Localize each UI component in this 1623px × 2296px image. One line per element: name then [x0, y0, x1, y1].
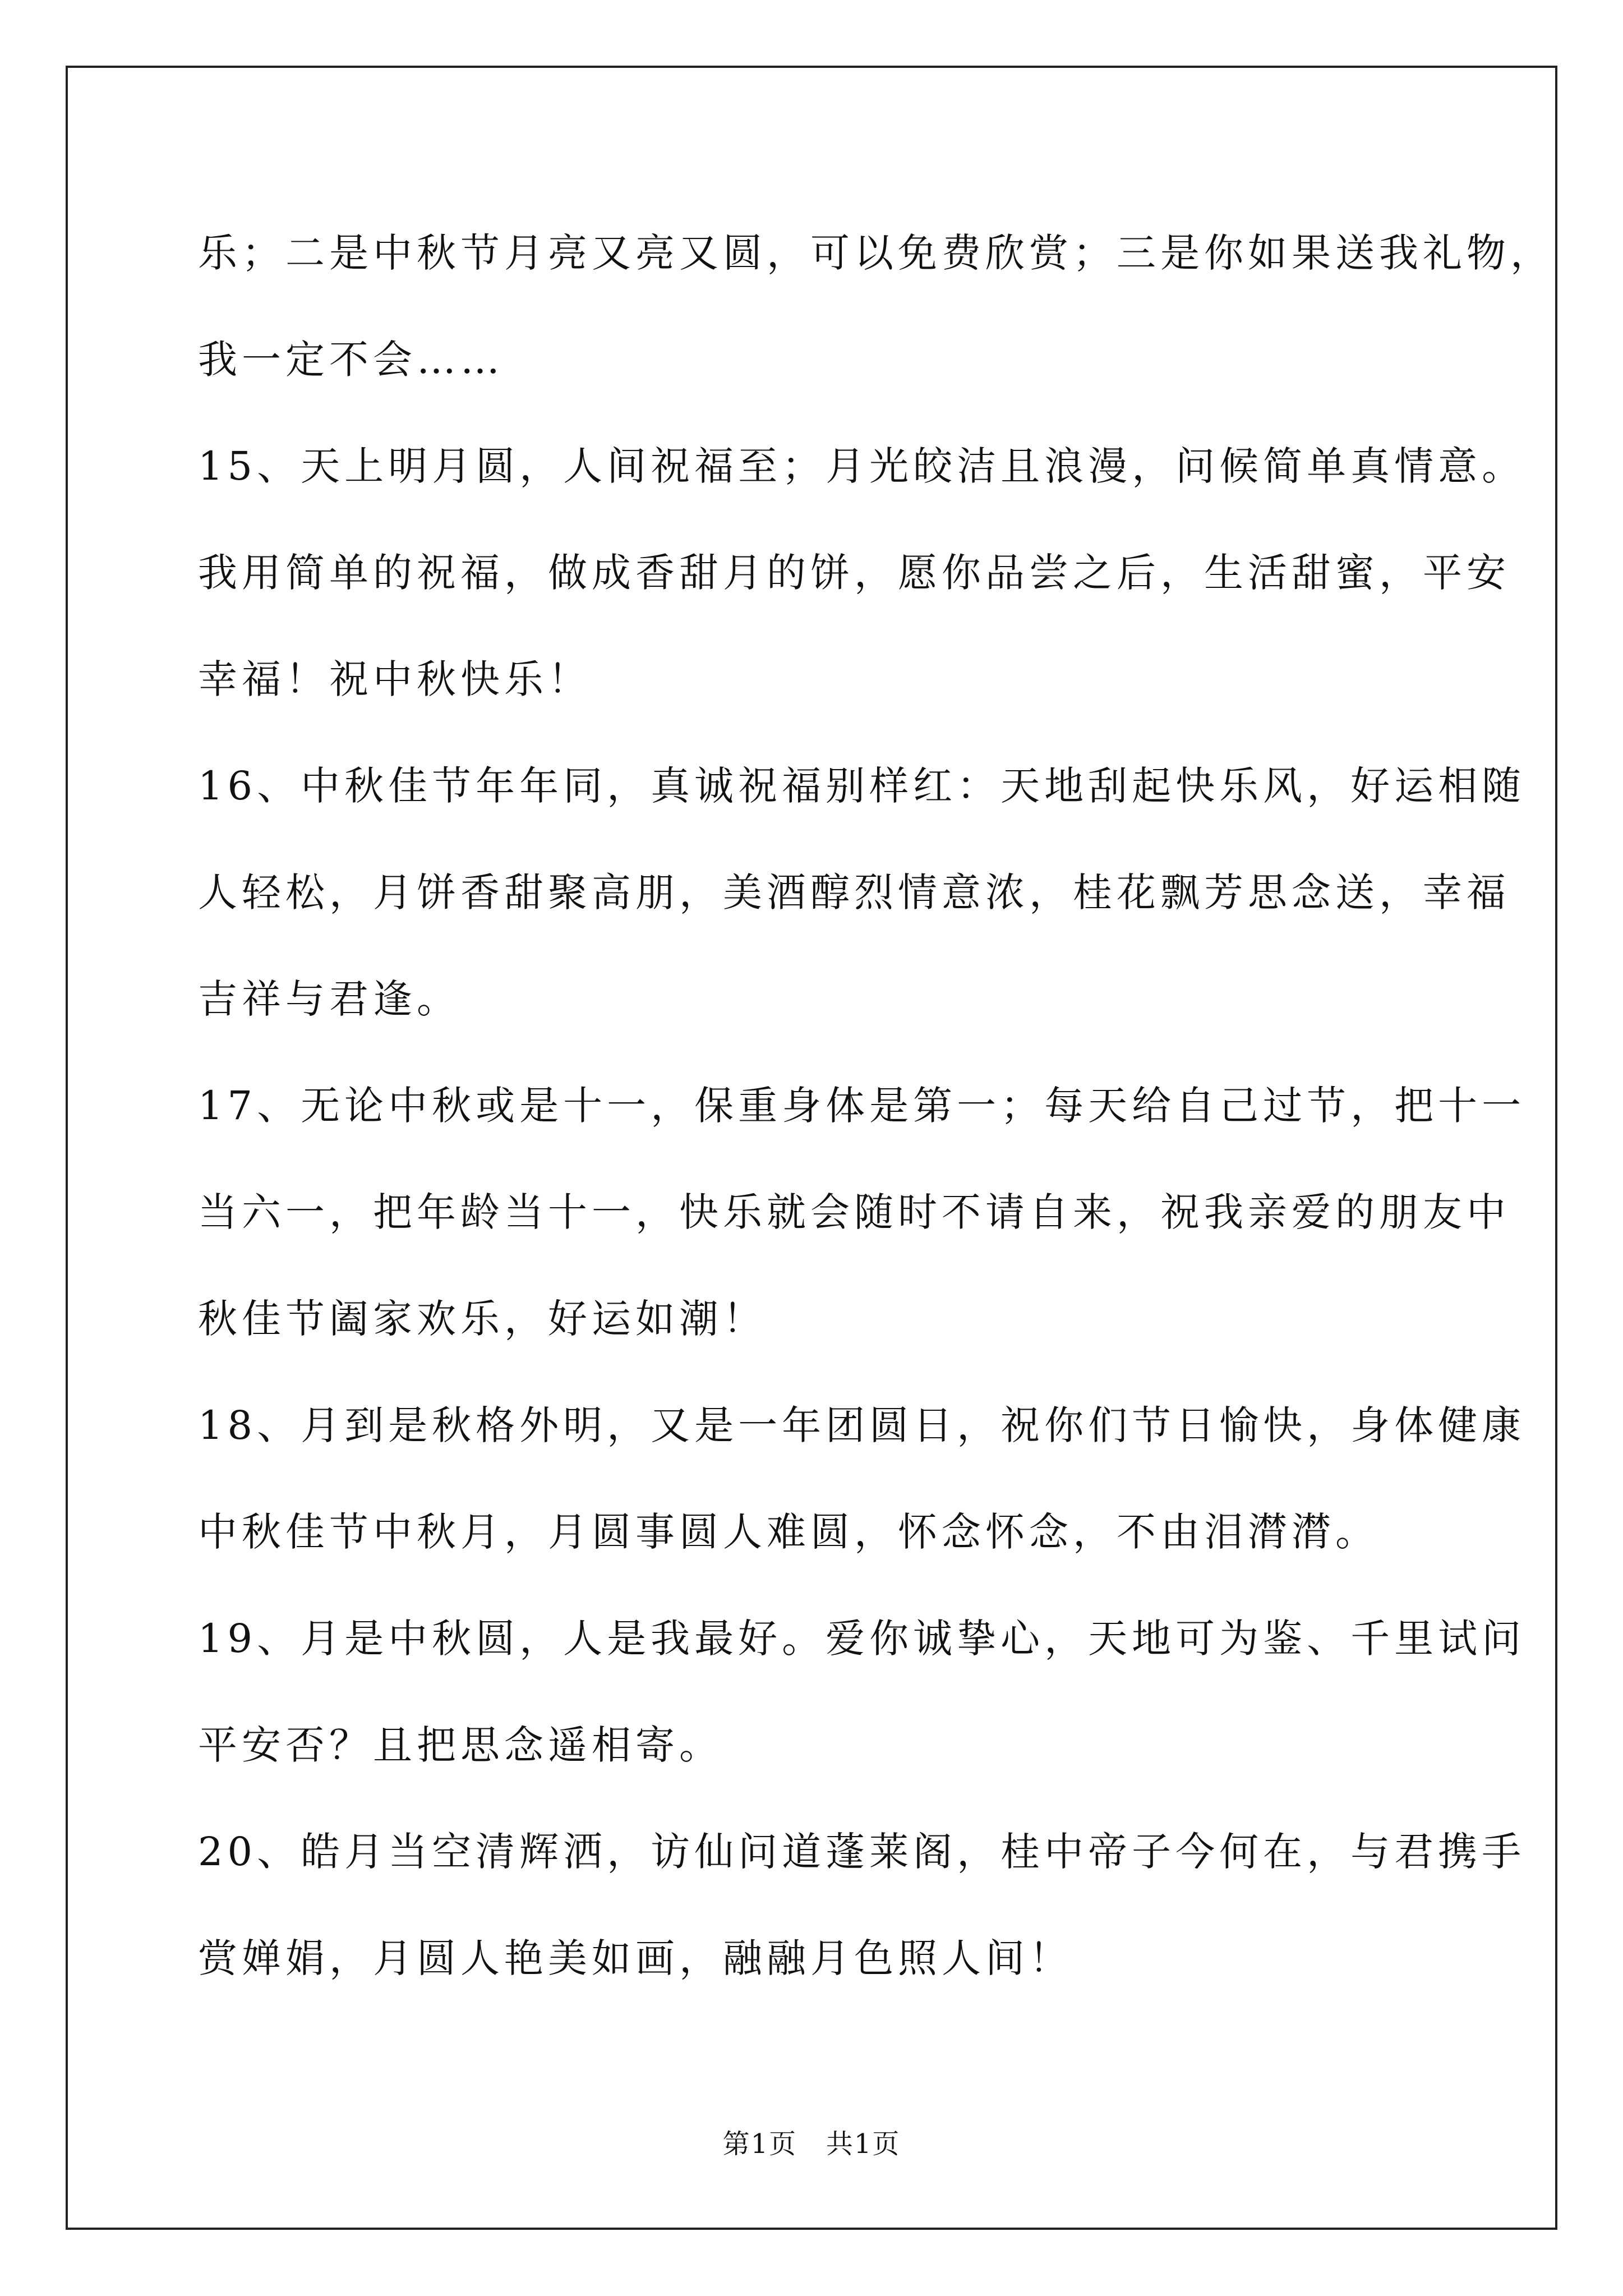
text-line: 吉祥与君逢。	[198, 976, 460, 1022]
text-line: 20、皓月当空清辉洒，访仙问道蓬莱阁，桂中帝子今何在，与君携手	[198, 1829, 1526, 1875]
text-line: 我用简单的祝福，做成香甜月的饼，愿你品尝之后，生活甜蜜，平安	[198, 550, 1510, 596]
text-line: 18、月到是秋格外明，又是一年团圆日，祝你们节日愉快，身体健康	[198, 1402, 1526, 1448]
text-line: 人轻松，月饼香甜聚高朋，美酒醇烈情意浓，桂花飘芳思念送，幸福	[198, 869, 1510, 915]
text-line: 秋佳节阖家欢乐，好运如潮！	[198, 1296, 767, 1342]
text-line: 15、天上明月圆，人间祝福至；月光皎洁且浪漫，问候简单真情意。	[198, 443, 1526, 489]
text-line: 17、无论中秋或是十一，保重身体是第一；每天给自己过节，把十一	[198, 1083, 1526, 1129]
text-line: 幸福！祝中秋快乐！	[198, 656, 592, 702]
text-line: 中秋佳节中秋月，月圆事圆人难圆，怀念怀念，不由泪潸潸。	[198, 1509, 1379, 1555]
text-line: 乐；二是中秋节月亮又亮又圆，可以免费欣赏；三是你如果送我礼物，	[198, 230, 1554, 276]
text-line: 19、月是中秋圆，人是我最好。爱你诚挚心，天地可为鉴、千里试问	[198, 1616, 1526, 1662]
text-line: 平安否？且把思念遥相寄。	[198, 1722, 723, 1768]
text-line: 赏婵娟，月圆人艳美如画，融融月色照人间！	[198, 1935, 1073, 1981]
text-line: 16、中秋佳节年年同，真诚祝福别样红：天地刮起快乐风，好运相随	[198, 763, 1526, 809]
document-body	[198, 222, 1554, 2033]
page-number-footer: 第1页 共1页	[722, 2128, 901, 2160]
text-line: 我一定不会……	[198, 337, 504, 383]
text-line: 当六一，把年龄当十一，快乐就会随时不请自来，祝我亲爱的朋友中	[198, 1189, 1510, 1235]
